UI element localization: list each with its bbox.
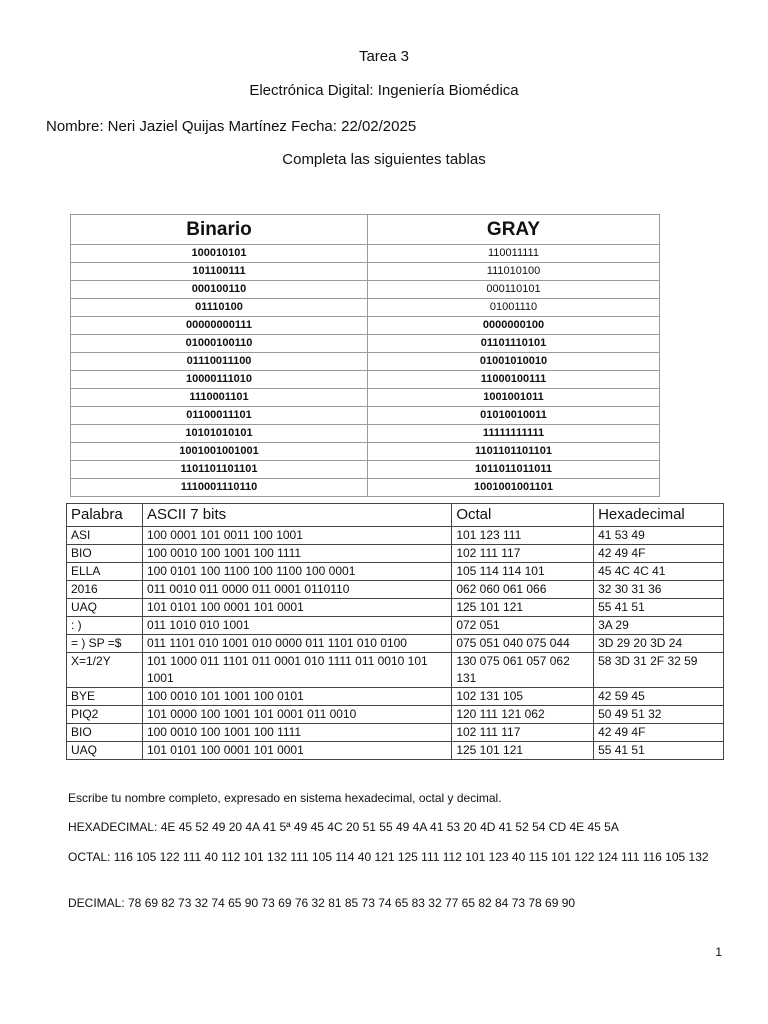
ascii-cell: 100 0010 101 1001 100 0101 (142, 688, 451, 706)
ascii-conversion-table (66, 503, 724, 760)
octal-answer: OCTAL: 116 105 122 111 40 112 101 132 111 105 114 40 121 125 111 112 101 123 40 115 101 122 124 111 116 105 132 (68, 850, 709, 864)
ascii-cell: 100 0010 100 1001 100 1111 (142, 724, 451, 742)
instruction-label: Completa las siguientes tablas (282, 151, 486, 168)
table-row (67, 724, 724, 742)
binary-cell: 10101010101 (71, 425, 368, 443)
gray-cell: 01001010010 (368, 353, 660, 371)
decimal-answer: DECIMAL: 78 69 82 73 32 74 65 90 73 69 76 32 81 85 73 74 65 83 32 77 65 82 84 73 78 69 90 (68, 896, 576, 910)
table-header-row (71, 215, 660, 245)
hex-column-header: Hexadecimal (594, 504, 724, 527)
page-number: 1 (715, 945, 722, 959)
gray-cell: 1001001001101 (368, 479, 660, 497)
octal-cell: 102 111 117 (452, 724, 594, 742)
table-row (71, 299, 660, 317)
octal-cell: 101 123 111 (452, 527, 594, 545)
gray-cell: 000110101 (368, 281, 660, 299)
table-row (67, 545, 724, 563)
hex-cell: 42 49 4F (594, 545, 724, 563)
gray-cell: 11111111111 (368, 425, 660, 443)
gray-cell: 111010100 (368, 263, 660, 281)
binary-cell: 10000111010 (71, 371, 368, 389)
table-row (71, 335, 660, 353)
ascii-cell: 011 1010 010 1001 (142, 617, 451, 635)
hex-cell: 55 41 51 (594, 599, 724, 617)
word-cell: UAQ (67, 742, 143, 760)
binary-cell: 100010101 (71, 245, 368, 263)
octal-cell: 130 075 061 057 062 131 (452, 653, 594, 688)
binary-cell: 000100110 (71, 281, 368, 299)
table-row (67, 706, 724, 724)
word-cell: = ) SP =$ (67, 635, 143, 653)
gray-cell: 1001001011 (368, 389, 660, 407)
hex-cell: 45 4C 4C 41 (594, 563, 724, 581)
hex-cell: 50 49 51 32 (594, 706, 724, 724)
table-row (71, 317, 660, 335)
table-row (67, 617, 724, 635)
binary-cell: 01000100110 (71, 335, 368, 353)
binary-cell: 1110001101 (71, 389, 368, 407)
word-cell: PIQ2 (67, 706, 143, 724)
gray-column-header: GRAY (368, 215, 660, 245)
table-row (71, 389, 660, 407)
table-row (67, 688, 724, 706)
ascii-table-body (67, 527, 724, 760)
binary-column-header: Binario (71, 215, 368, 245)
binary-gray-table-body (71, 245, 660, 497)
table-row (67, 527, 724, 545)
ascii-cell: 101 0101 100 0001 101 0001 (142, 599, 451, 617)
ascii-cell: 100 0001 101 0011 100 1001 (142, 527, 451, 545)
binary-cell: 00000000111 (71, 317, 368, 335)
table-row (71, 425, 660, 443)
ascii-cell: 011 1101 010 1001 010 0000 011 1101 010 0100 (142, 635, 451, 653)
octal-cell: 120 111 121 062 (452, 706, 594, 724)
name-conversion-question: Escribe tu nombre completo, expresado en sistema hexadecimal, octal y decimal. (68, 791, 502, 805)
binary-cell: 01110100 (71, 299, 368, 317)
course-title: Electrónica Digital: Ingeniería Biomédica (249, 82, 519, 99)
word-cell: BYE (67, 688, 143, 706)
gray-cell: 110011111 (368, 245, 660, 263)
binary-cell: 01100011101 (71, 407, 368, 425)
word-cell: BIO (67, 724, 143, 742)
hex-cell: 3A 29 (594, 617, 724, 635)
hex-cell: 41 53 49 (594, 527, 724, 545)
octal-cell: 062 060 061 066 (452, 581, 594, 599)
table-row (67, 581, 724, 599)
hexadecimal-answer: HEXADECIMAL: 4E 45 52 49 20 4A 41 5ª 49 45 4C 20 51 55 49 4A 41 53 20 4D 41 52 54 CD 4E 45 5A (68, 820, 619, 834)
octal-cell: 072 051 (452, 617, 594, 635)
gray-cell: 1101101101101 (368, 443, 660, 461)
hex-cell: 58 3D 31 2F 32 59 (594, 653, 724, 688)
table-row (71, 245, 660, 263)
gray-cell: 1011011011011 (368, 461, 660, 479)
word-column-header: Palabra (67, 504, 143, 527)
hex-cell: 32 30 31 36 (594, 581, 724, 599)
gray-cell: 01101110101 (368, 335, 660, 353)
binary-cell: 101100111 (71, 263, 368, 281)
table-row (71, 443, 660, 461)
hex-cell: 55 41 51 (594, 742, 724, 760)
word-cell: : ) (67, 617, 143, 635)
binary-cell: 1101101101101 (71, 461, 368, 479)
binary-cell: 1001001001001 (71, 443, 368, 461)
word-cell: BIO (67, 545, 143, 563)
table-row (71, 371, 660, 389)
table-row (71, 479, 660, 497)
ascii-cell: 100 0101 100 1100 100 1100 100 0001 (142, 563, 451, 581)
gray-cell: 01001110 (368, 299, 660, 317)
table-row (67, 742, 724, 760)
word-cell: 2016 (67, 581, 143, 599)
ascii-cell: 101 1000 011 1101 011 0001 010 1111 011 0010 101 1001 (142, 653, 451, 688)
gray-cell: 01010010011 (368, 407, 660, 425)
table-row (67, 635, 724, 653)
octal-cell: 125 101 121 (452, 742, 594, 760)
gray-cell: 11000100111 (368, 371, 660, 389)
ascii-column-header: ASCII 7 bits (142, 504, 451, 527)
table-row (71, 407, 660, 425)
table-row (67, 563, 724, 581)
table-row (71, 281, 660, 299)
table-header-row (67, 504, 724, 527)
binary-cell: 01110011100 (71, 353, 368, 371)
word-cell: UAQ (67, 599, 143, 617)
student-name-line: Nombre: Neri Jaziel Quijas Martínez Fecha: 22/02/2025 (46, 118, 417, 135)
octal-column-header: Octal (452, 504, 594, 527)
document-title: Tarea 3 (358, 48, 410, 65)
table-row (71, 353, 660, 371)
word-cell: ASI (67, 527, 143, 545)
octal-cell: 102 111 117 (452, 545, 594, 563)
ascii-cell: 101 0000 100 1001 101 0001 011 0010 (142, 706, 451, 724)
ascii-cell: 101 0101 100 0001 101 0001 (142, 742, 451, 760)
hex-cell: 3D 29 20 3D 24 (594, 635, 724, 653)
hex-cell: 42 49 4F (594, 724, 724, 742)
binary-cell: 1110001110110 (71, 479, 368, 497)
octal-cell: 105 114 114 101 (452, 563, 594, 581)
word-cell: X=1/2Y (67, 653, 143, 688)
ascii-cell: 011 0010 011 0000 011 0001 0110110 (142, 581, 451, 599)
octal-cell: 075 051 040 075 044 (452, 635, 594, 653)
table-row (71, 461, 660, 479)
ascii-cell: 100 0010 100 1001 100 1111 (142, 545, 451, 563)
table-row (67, 599, 724, 617)
octal-cell: 125 101 121 (452, 599, 594, 617)
binary-gray-table (70, 214, 660, 497)
table-row (71, 263, 660, 281)
table-row (67, 653, 724, 688)
octal-cell: 102 131 105 (452, 688, 594, 706)
instruction-text (0, 151, 768, 168)
gray-cell: 0000000100 (368, 317, 660, 335)
hex-cell: 42 59 45 (594, 688, 724, 706)
word-cell: ELLA (67, 563, 143, 581)
